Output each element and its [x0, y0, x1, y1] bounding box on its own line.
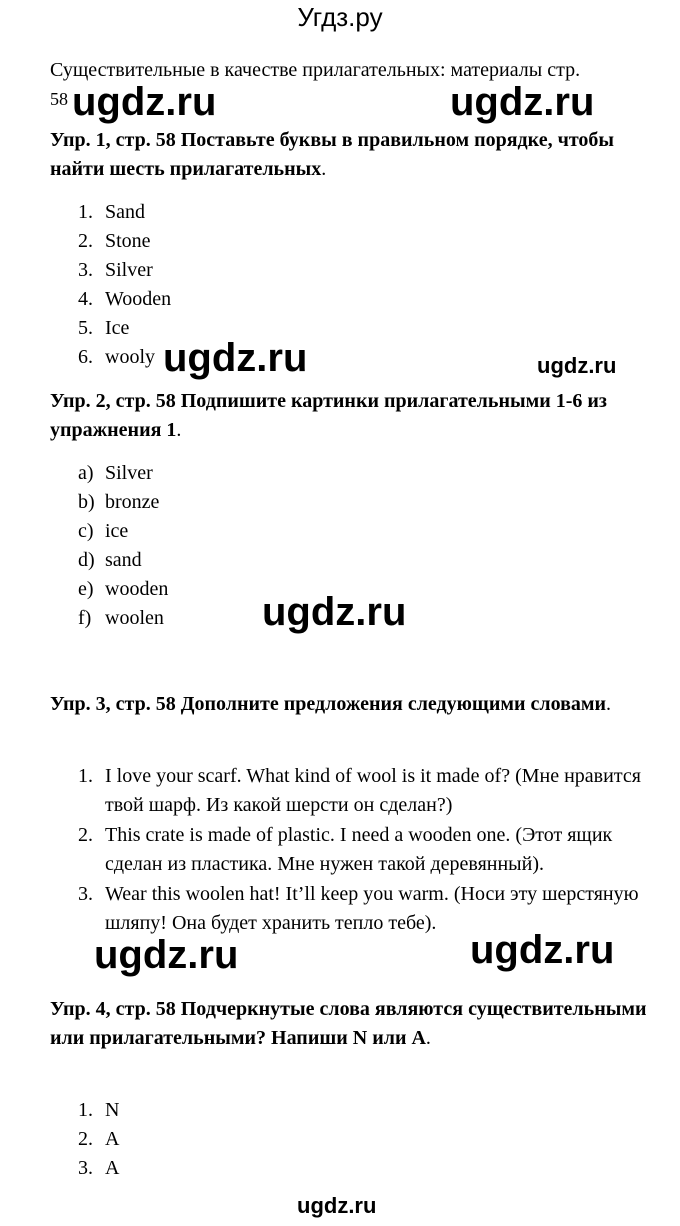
list-marker: f) — [78, 607, 92, 629]
exercise-3-title — [50, 690, 650, 719]
site-header: Угдз.ру — [297, 2, 383, 32]
watermark: ugdz.ru — [94, 933, 239, 977]
watermark: ugdz.ru — [470, 928, 615, 972]
list-marker: 6. — [78, 346, 93, 368]
intro-line-2: 58 — [50, 89, 68, 109]
list-item-text: Silver — [105, 259, 153, 281]
list-marker: 1. — [78, 765, 93, 787]
list-item — [50, 256, 640, 285]
watermark: ugdz.ru — [163, 336, 308, 380]
list-marker: 3. — [78, 259, 93, 281]
list-item-text: wooden — [105, 578, 169, 600]
list-marker: 5. — [78, 317, 93, 339]
exercise-3-list — [50, 762, 650, 939]
exercise-2-title-text: Упр. 2, стр. 58 Подпишите картинки прилагательными 1-6 из упражнения 1 — [50, 390, 607, 441]
title-period: . — [425, 1027, 431, 1049]
exercise-1-title — [50, 126, 650, 184]
title-period: . — [606, 693, 612, 715]
list-item — [50, 517, 640, 546]
list-marker: 1. — [78, 201, 93, 223]
list-marker: 2. — [78, 824, 93, 846]
title-period: . — [321, 158, 327, 180]
list-item — [50, 762, 650, 820]
list-item-text: Wooden — [105, 288, 172, 310]
list-marker: b) — [78, 491, 95, 513]
exercise-1-title-text: Упр. 1, стр. 58 Поставьте буквы в правильном порядке, чтобы найти шесть прилагательных — [50, 129, 615, 180]
list-item-text: Stone — [105, 230, 151, 252]
list-item — [50, 285, 640, 314]
exercise-2-title — [50, 387, 650, 445]
list-item-text: Sand — [105, 201, 145, 223]
list-marker: e) — [78, 578, 94, 600]
watermark: ugdz.ru — [297, 1193, 377, 1218]
watermark: ugdz.ru — [537, 353, 617, 378]
list-item-text: sand — [105, 549, 142, 571]
watermark: ugdz.ru — [450, 80, 595, 124]
list-marker: c) — [78, 520, 94, 542]
exercise-1-list — [50, 198, 640, 372]
intro-line-1: Существительные в качестве прилагательных: материалы стр. — [50, 59, 581, 81]
list-marker: a) — [78, 462, 94, 484]
list-item — [50, 227, 640, 256]
list-marker: 1. — [78, 1099, 93, 1121]
list-item — [50, 459, 640, 488]
list-item-text: Wear this woolen hat! It’ll keep you warm. (Носи эту шерстяную шляпу! Она будет хранить тепло тебе). — [105, 883, 639, 934]
list-item — [50, 1096, 640, 1125]
list-item-text: Silver — [105, 462, 153, 484]
list-item — [50, 1154, 640, 1183]
list-item-text: This crate is made of plastic. I need a wooden one. (Этот ящик сделан из пластика. Мне нужен такой деревянный). — [105, 824, 613, 875]
list-marker: 3. — [78, 883, 93, 905]
list-item — [50, 546, 640, 575]
list-item-text: N — [105, 1099, 120, 1121]
list-item-text: woolen — [105, 607, 164, 629]
list-item-text: I love your scarf. What kind of wool is it made of? (Мне нравится твой шарф. Из какой шерсти он сделан?) — [105, 765, 641, 816]
list-marker: 2. — [78, 230, 93, 252]
list-item-text: A — [105, 1157, 120, 1179]
title-period: . — [176, 419, 182, 441]
list-item — [50, 488, 640, 517]
list-item — [50, 1125, 640, 1154]
list-item-text: Ice — [105, 317, 130, 339]
list-item-text: ice — [105, 520, 129, 542]
exercise-3-title-text: Упр. 3, стр. 58 Дополните предложения следующими словами — [50, 693, 607, 715]
watermark: ugdz.ru — [262, 590, 407, 634]
exercise-4-title — [50, 995, 650, 1053]
list-item — [50, 821, 650, 879]
list-item — [50, 198, 640, 227]
list-item — [50, 314, 640, 343]
list-marker: d) — [78, 549, 95, 571]
list-marker: 3. — [78, 1157, 93, 1179]
list-marker: 4. — [78, 288, 93, 310]
list-marker: 2. — [78, 1128, 93, 1150]
list-item-text: bronze — [105, 491, 160, 513]
list-item-text: A — [105, 1128, 120, 1150]
list-item-text: wooly — [105, 346, 155, 368]
watermark: ugdz.ru — [72, 80, 217, 124]
exercise-4-list — [50, 1096, 640, 1183]
exercise-4-title-text: Упр. 4, стр. 58 Подчеркнутые слова являются существительными или прилагательными? Напиши N или A — [50, 998, 647, 1049]
